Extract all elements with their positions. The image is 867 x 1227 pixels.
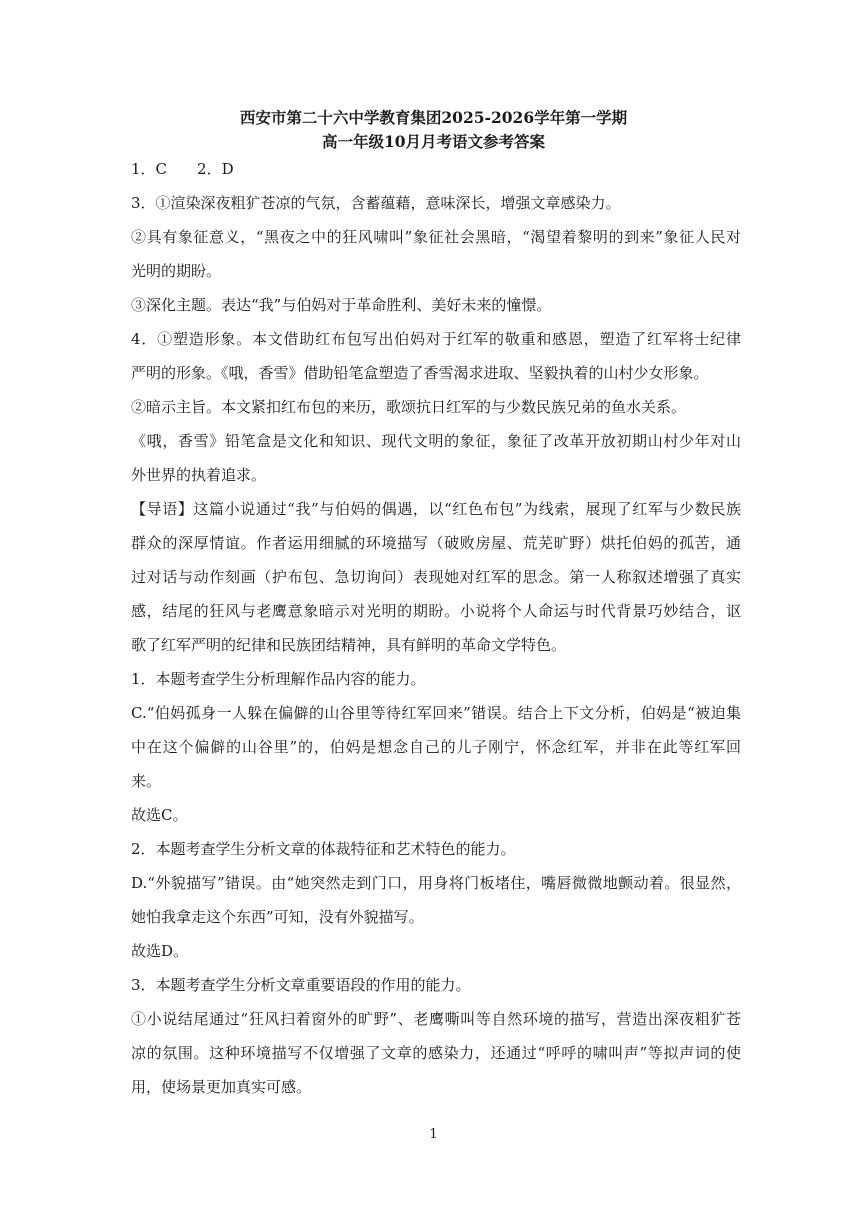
explain-3-text: ①小说结尾通过“狂风扫着窗外的旷野”、老鹰嘶叫等自然环境的描写，营造出深夜粗犷苍 <box>131 1010 741 1028</box>
explain-2-choice: 故选D。 <box>131 942 189 960</box>
explain-3-heading: 3．本题考查学生分析文章重要语段的作用的能力。 <box>131 976 471 994</box>
guide-paragraph-line: 感，结尾的狂风与老鹰意象暗示对光明的期盼。小说将个人命运与时代背景巧妙结合，讴 <box>131 602 741 620</box>
answer-4-point-2-end: 外世界的执着追求。 <box>131 466 267 484</box>
answer-3-point-2: ②具有象征意义，“黑夜之中的狂风啸叫”象征社会黑暗，“渴望着黎明的到来”象征人民对 <box>131 228 741 246</box>
answer-3-point-3: ③深化主题。表达“我”与伯妈对于革命胜利、美好未来的憧憬。 <box>131 296 552 314</box>
explain-1-choice: 故选C。 <box>131 806 188 824</box>
answer-4-point-2: ②暗示主旨。本文紧扣红布包的来历，歌颂抗日红军的与少数民族兄弟的鱼水关系。 <box>131 398 687 416</box>
document-title: 西安市第二十六中学教育集团2025-2026学年第一学期 <box>239 108 628 127</box>
explain-2-text: D.“外貌描写”错误。由“她突然走到门口，用身将门板堵住，嘴唇微微地颤动着。很显然， <box>131 874 741 892</box>
answer-3-point-1: 3．①渲染深夜粗犷苍凉的气氛，含蓄蕴藉，意味深长，增强文章感染力。 <box>131 194 621 212</box>
explain-1-heading: 1．本题考查学生分析理解作品内容的能力。 <box>131 670 426 688</box>
guide-paragraph-line: 过对话与动作刻画（护布包、急切询问）表现她对红军的思念。第一人称叙述增强了真实 <box>131 568 741 586</box>
page-number: 1 <box>429 1127 438 1142</box>
document-subtitle: 高一年级10月月考语文参考答案 <box>321 132 546 151</box>
explain-2-heading: 2．本题考查学生分析文章的体裁特征和艺术特色的能力。 <box>131 840 516 858</box>
answer-4-point-1-cont: 严明的形象。《哦，香雪》借助铅笔盒塑造了香雪渴求进取、坚毅执着的山村少女形象。 <box>131 364 709 382</box>
guide-paragraph-line: 【导语】这篇小说通过“我”与伯妈的偶遇，以“红色布包”为线索，展现了红军与少数民族 <box>131 500 741 518</box>
answer-line-1-2: 1．C 2．D <box>131 160 234 178</box>
answer-4-point-2-cont: 《哦，香雪》铅笔盒是文化和知识、现代文明的象征，象征了改革开放初期山村少年对山 <box>131 432 741 450</box>
explain-3-text: 凉的氛围。这种环境描写不仅增强了文章的感染力，还通过“呼呼的啸叫声”等拟声词的使 <box>131 1044 741 1062</box>
explain-1-text: C.“伯妈孤身一人躲在偏僻的山谷里等待红军回来”错误。结合上下文分析，伯妈是“被迫集 <box>131 704 741 722</box>
guide-paragraph-line: 群众的深厚情谊。作者运用细腻的环境描写（破败房屋、荒芜旷野）烘托伯妈的孤苦，通 <box>131 534 741 552</box>
answer-4-point-1: 4．①塑造形象。本文借助红布包写出伯妈对于红军的敬重和感恩，塑造了红军将士纪律 <box>131 330 741 348</box>
explain-1-text: 中在这个偏僻的山谷里”的，伯妈是想念自己的儿子刚宁，怀念红军，并非在此等红军回 <box>131 738 741 756</box>
explain-1-text: 来。 <box>131 772 162 790</box>
guide-paragraph-line: 歌了红军严明的纪律和民族团结精神，具有鲜明的革命文学特色。 <box>131 636 567 654</box>
answer-3-point-2-cont: 光明的期盼。 <box>131 262 222 280</box>
explain-3-text: 用，使场景更加真实可感。 <box>131 1078 312 1096</box>
explain-2-text: 她怕我拿走这个东西”可知，没有外貌描写。 <box>131 908 424 926</box>
